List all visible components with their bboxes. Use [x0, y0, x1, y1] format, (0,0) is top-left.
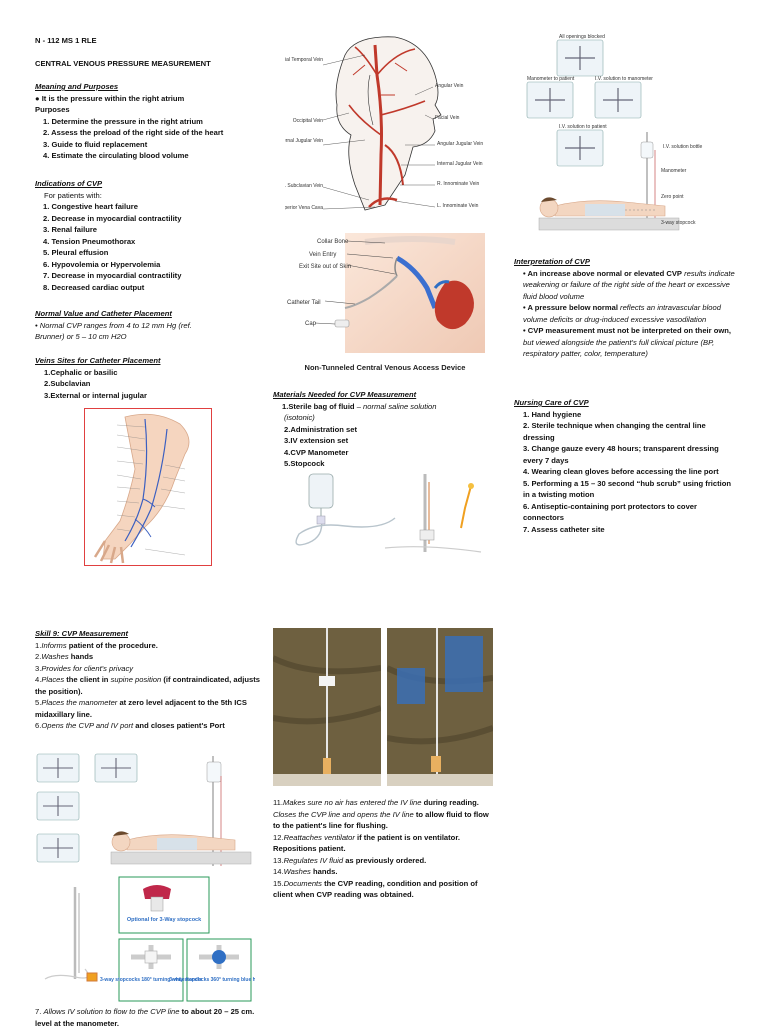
meaning-heading: Meaning and Purposes — [35, 82, 119, 91]
stopcock-figure — [35, 873, 255, 1005]
list-item: 2. Sterile technique when changing the central line dressing — [523, 421, 706, 442]
label-white-handle: 3-way stopcocks 180° turning white handle — [99, 977, 203, 983]
skill-setup-illustration — [35, 746, 253, 871]
skill-step-14: 14.Washes hands. — [273, 867, 338, 876]
list-item: 4.CVP Manometer — [284, 447, 349, 457]
skill-step-15: 15.Documents the CVP reading, condition and position of client when CVP reading was obtained. — [273, 878, 478, 899]
list-item: 2.Administration set — [284, 424, 357, 434]
label-occipital: Occipital Vein — [292, 118, 323, 124]
list-item: 4. Tension Pneumothorax — [43, 236, 136, 246]
cvp-setup-figure — [525, 30, 730, 245]
interpretation-p1: • An increase above normal or elevated CVP results indicate weakening or failure of the right side of the heart or excessive fluid blood volume — [523, 268, 735, 301]
doc-code: N - 112 MS 1 RLE — [35, 36, 97, 45]
label-blue-handle: 3-way stopcocks 360° turning blue h — [169, 977, 255, 983]
materials-item-1: 1.Sterile bag of fluid – normal saline solution — [282, 401, 437, 411]
doc-title: CENTRAL VENOUS PRESSURE MEASUREMENT — [35, 59, 211, 68]
photo-illustration-2 — [387, 628, 493, 786]
label-iv-to-patient: I.V. solution to patient — [559, 124, 607, 130]
cvad-figure — [285, 228, 485, 378]
label-vein-entry: Vein Entry — [309, 252, 337, 258]
label-zero-point: Zero point — [661, 194, 684, 200]
label-collar-bone: Collar Bone — [317, 239, 349, 245]
photo-manometer-2 — [387, 628, 493, 786]
materials-item-1-cont: (isotonic) — [284, 413, 315, 422]
label-angular: Angular Vein — [435, 83, 464, 89]
photo-manometer-1 — [273, 628, 381, 786]
meaning-definition: ● It is the pressure within the right atrium — [35, 93, 185, 103]
list-item: 6. Hypovolemia or Hypervolemia — [43, 259, 161, 269]
skill-step-12: 12.Reattaches ventilator if the patient is on ventilator. Repositions patient. — [273, 832, 460, 853]
materials-list — [273, 424, 498, 470]
cvp-setup-illustration — [525, 30, 730, 245]
cvad-illustration — [285, 228, 485, 378]
skill-step-6: 6.Opens the CVP and IV port and closes patient's Port — [35, 721, 225, 730]
list-item: 5.Stopcock — [284, 459, 325, 468]
skill-step-2: 2.Washes hands — [35, 652, 94, 661]
label-all-openings-blocked: All openings blocked — [559, 34, 605, 40]
list-item: 2.Subclavian — [44, 379, 91, 388]
label-superficial-temporal: ial Temporal Vein — [285, 57, 323, 63]
skill-heading: Skill 9: CVP Measurement — [35, 629, 128, 638]
skill-section — [35, 628, 260, 732]
meaning-section — [35, 81, 260, 162]
skill-step-11: 11.Makes sure no air has entered the IV line during reading. Closes the CVP line and opens the IV line to allow fluid to flow to the patient's line for flushing. — [273, 798, 489, 830]
label-manometer: Manometer — [661, 168, 687, 174]
list-item: 1. Hand hygiene — [523, 409, 582, 419]
list-item: 4. Wearing clean gloves before accessing the line port — [523, 467, 719, 476]
list-item: 5. Performing a 15 – 30 second “hub scrub” using friction in a twisting motion — [523, 478, 732, 499]
list-item: 3.External or internal jugular — [44, 390, 147, 400]
skill-setup-figure — [35, 746, 253, 871]
materials-heading: Materials Needed for CVP Measurement — [273, 390, 417, 399]
list-item: 5. Pleural effusion — [43, 248, 109, 257]
normal-text-2: Brunner) or 5 – 10 cm H2O — [35, 332, 127, 341]
list-item: 1. Determine the pressure in the right atrium — [43, 116, 203, 126]
label-catheter-tail: Catheter Tail — [287, 300, 321, 306]
skill-step-7: 7. Allows IV solution to flow to the CVP line to about 20 – 25 cm. level at the manometer. — [35, 1007, 255, 1028]
indications-heading: Indications of CVP — [35, 179, 103, 188]
head-neck-veins-figure — [285, 35, 490, 220]
label-external-jugular: rnal Jugular Vein — [285, 138, 323, 144]
skill-step-3: 3.Provides for client's privacy — [35, 663, 134, 673]
head-veins-illustration — [285, 35, 490, 220]
list-item: 2. Decrease in myocardial contractility — [43, 213, 182, 223]
indications-intro: For patients with: — [44, 190, 102, 200]
label-internal-jugular: Internal Jugular Vein — [437, 161, 483, 167]
skill-step-13: 13.Regulates IV fluid as previously ordered. — [273, 855, 427, 865]
list-item: 3. Guide to fluid replacement — [43, 139, 148, 149]
photo-illustration-1 — [273, 628, 381, 786]
interpretation-p3: • CVP measurement must not be interpreted on their own, but viewed alongside the patient's full clinical picture (BP, respiratory patter, color, temperature) — [523, 326, 732, 358]
label-r-innominate: R. Innominate Vein — [437, 181, 480, 187]
skill-step-5: 5.Places the manometer at zero level adjacent to the 5th ICS midaxillary line. — [35, 698, 247, 719]
indications-section — [35, 178, 260, 293]
skill-step-4: 4.Places the client in supine position (if contraindicated, adjusts the position). — [35, 675, 260, 696]
interpretation-p2: • A pressure below normal reflects an intravascular blood volume deficits or drug-induced excessive vasodilation — [523, 303, 721, 324]
interpretation-section — [514, 256, 736, 360]
indications-list — [35, 201, 260, 293]
nursing-section — [514, 397, 736, 535]
materials-figure — [285, 472, 490, 558]
normal-heading: Normal Value and Catheter Placement — [35, 309, 172, 318]
list-item: 1. Congestive heart failure — [43, 202, 138, 211]
stopcock-illustration — [35, 873, 255, 1005]
purposes-list — [35, 116, 260, 162]
label-svc: perior Vena Cava — [285, 205, 323, 211]
label-iv-bottle: I.V. solution bottle — [663, 144, 703, 150]
normal-text-1: • Normal CVP ranges from 4 to 12 mm Hg (ref. — [35, 320, 192, 330]
cvad-caption: Non-Tunneled Central Venous Access Device — [304, 363, 466, 372]
list-item: 2. Assess the preload of the right side of the heart — [43, 128, 224, 137]
nursing-heading: Nursing Care of CVP — [514, 398, 589, 407]
label-facial: Facial Vein — [435, 115, 460, 121]
label-r-subclavian: R. Subclavian Vein — [285, 183, 323, 189]
veins-list — [35, 367, 260, 402]
list-item: 1.Cephalic or basilic — [44, 367, 118, 377]
label-l-innominate: L. Innominate Vein — [437, 203, 479, 209]
label-cap: Cap — [305, 321, 317, 327]
list-item: 3.IV extension set — [284, 436, 349, 445]
list-item: 6. Antiseptic-containing port protectors to cover connectors — [523, 501, 697, 522]
label-exit-site: Exit Site out of Skin — [299, 264, 352, 270]
label-manometer-to-patient: Manometer to patient — [527, 76, 575, 82]
label-optional-3-way: Optional for 3-Way stopcock — [126, 917, 202, 923]
list-item: 3. Change gauze every 48 hours; transparent dressing every 7 days — [523, 444, 719, 465]
veins-section — [35, 355, 260, 401]
veins-heading: Veins Sites for Catheter Placement — [35, 356, 161, 365]
list-item: 7. Decrease in myocardial contractility — [43, 271, 182, 280]
iv-set-illustration — [285, 472, 490, 558]
arm-veins-illustration — [85, 409, 211, 565]
label-angular-jugular: Angular Jugular Vein — [437, 141, 484, 147]
skill-step-1: 1.Informs patient of the procedure. — [35, 640, 158, 650]
normal-section — [35, 308, 260, 343]
label-iv-to-manometer: I.V. solution to manometer — [595, 76, 653, 82]
label-3-way-stopcock: 3-way stopcock — [661, 220, 696, 226]
list-item: 3. Renal failure — [43, 225, 98, 234]
interpretation-heading: Interpretation of CVP — [514, 257, 590, 266]
list-item: 8. Decreased cardiac output — [43, 282, 145, 292]
purposes-label: Purposes — [35, 105, 70, 114]
list-item: 4. Estimate the circulating blood volume — [43, 151, 189, 160]
arm-veins-figure — [84, 408, 212, 566]
list-item: 7. Assess catheter site — [523, 524, 605, 534]
materials-section — [273, 389, 498, 470]
nursing-list — [514, 409, 736, 536]
steps-continued — [273, 797, 498, 901]
